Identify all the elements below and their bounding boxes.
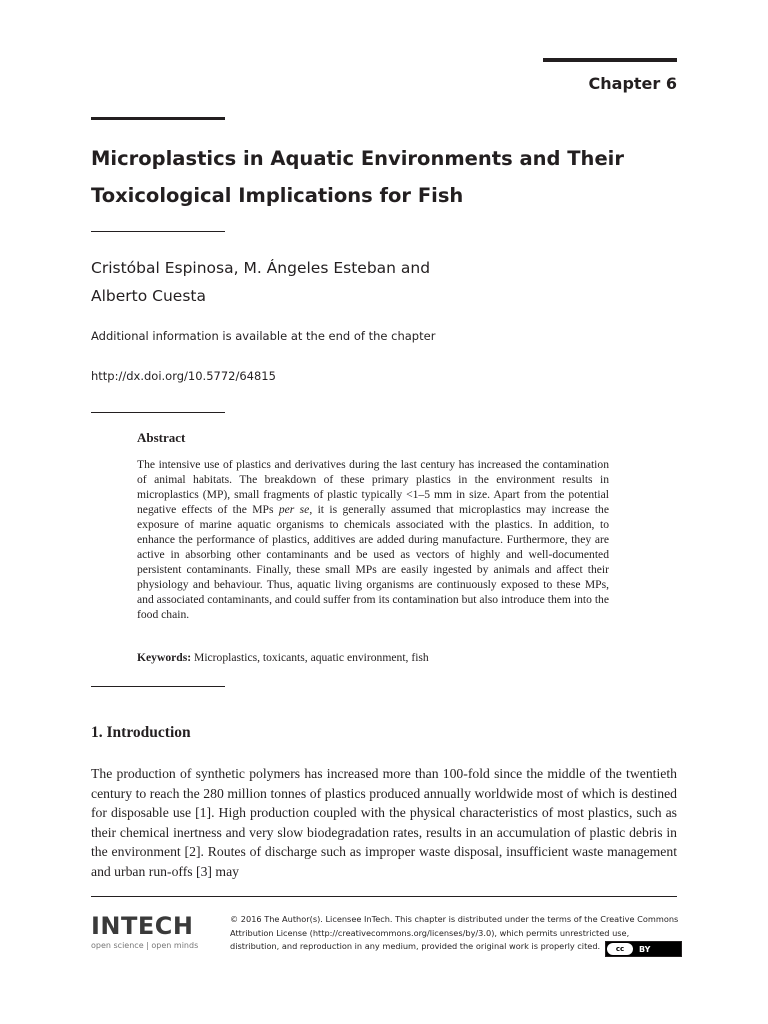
abstract-heading: Abstract [137, 430, 186, 445]
intro-text: The production of synthetic polymers has increased more than 100-fold since the middle of the twentieth century to reach the 280 million tonnes of plastics produced annually worldwide most of which is destined for disposable use [1]. High production coupled with the physical characteristics of most plastics, such as their chemical inertness and very slow biodegradation rates, results in an accumulation of plastic debris in the environment [2]. Routes of discharge such as improper waste disposal, insufficient waste management and urban run-offs [3] may [91, 766, 677, 879]
license-line-3: distribution, and reproduction in any medium, provided the original work is properly cited. [230, 941, 601, 951]
keywords-label: Keywords: [137, 651, 192, 664]
authors-line-2: Alberto Cuesta [91, 287, 206, 305]
license-line-2: Attribution License (http://creativecommons.org/licenses/by/3.0), which permits unrestricted use, [230, 927, 630, 938]
cc-by-badge-icon[interactable] [605, 941, 682, 957]
abstract-italic: per se [278, 503, 310, 516]
author-rule [91, 231, 225, 232]
additional-info: Additional information is available at the end of the chapter [91, 329, 436, 343]
footer-rule [91, 896, 677, 897]
authors-line-1: Cristóbal Espinosa, M. Ángeles Esteban and [91, 259, 431, 277]
cc-icon: cc [607, 943, 633, 955]
by-label: BY [639, 944, 651, 954]
abstract-rule [91, 412, 225, 413]
chapter-title [91, 140, 691, 214]
intro-heading: 1. Introduction [91, 724, 191, 741]
intech-logo: INTECH [91, 912, 194, 940]
abstract-text-part-1: The intensive use of plastics and derivatives during the last century has increased the contamination of animal habitats. The breakdown of these primary plastics in the environment results in microplastics (MP), small fragments of plastic typically <1–5 mm in size. Apart from the potential negative effects of the MPs [137, 458, 609, 516]
logo-tagline: open science | open minds [91, 941, 199, 950]
keywords-rule [91, 686, 225, 687]
header-rule [543, 58, 677, 62]
keywords-list: Microplastics, toxicants, aquatic environment, fish [191, 651, 429, 664]
abstract-text [137, 457, 609, 622]
authors [91, 254, 511, 310]
title-rule [91, 117, 225, 120]
doi-link[interactable]: http://dx.doi.org/10.5772/64815 [91, 369, 276, 383]
chapter-label: Chapter 6 [588, 74, 677, 93]
abstract-text-part-2: , it is generally assumed that microplastics may increase the exposure of marine aquatic organisms to chemicals associated with the plastics. In addition, to enhance the performance of plastics, additives are added during manufacture. Furthermore, they are active in absorbing other contaminants and be used as vectors of highly and well-documented persistent contaminants. Finally, these small MPs are easily ingested by animals and affect their physiology and behaviour. Thus, aquatic living organisms are continuously exposed to these MPs, and associated contaminants, and could suffer from its contamination but also introduce them into the food chain. [137, 503, 609, 621]
title-line-2: Toxicological Implications for Fish [91, 184, 464, 207]
keywords [137, 651, 609, 664]
title-line-1: Microplastics in Aquatic Environments and Their [91, 147, 624, 170]
license-line-1: © 2016 The Author(s). Licensee InTech. This chapter is distributed under the terms of the Creative Commons [230, 914, 679, 924]
